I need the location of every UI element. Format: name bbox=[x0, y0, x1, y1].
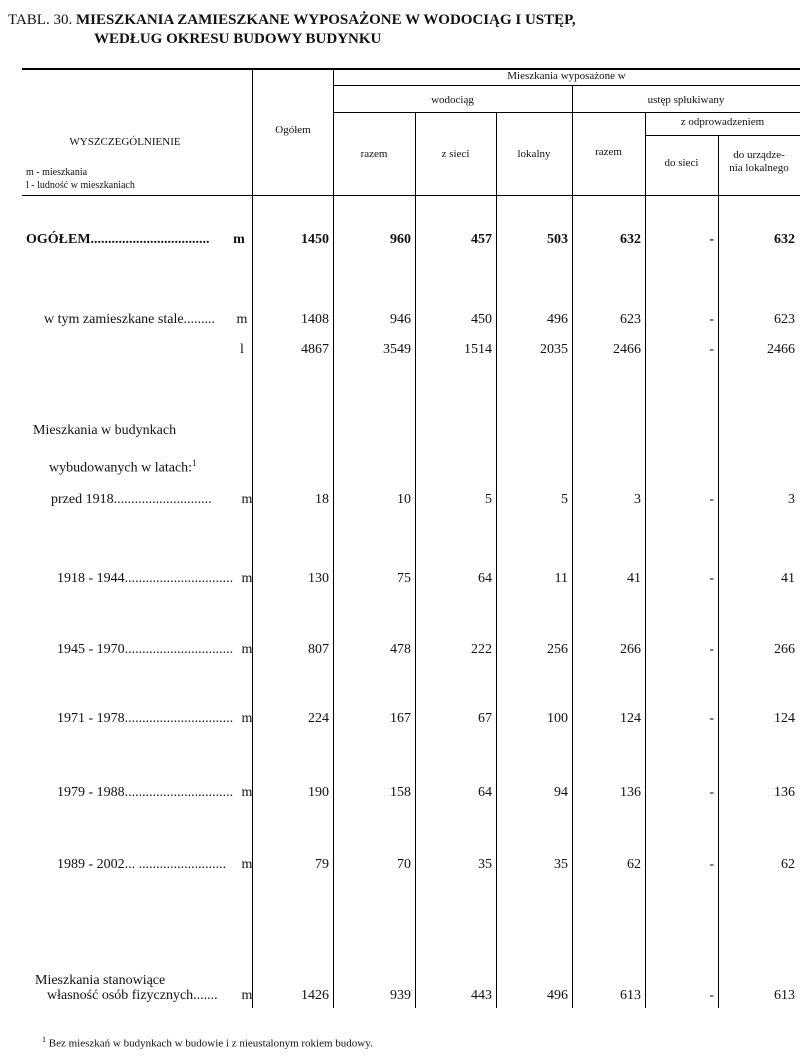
col-divider-5 bbox=[718, 135, 719, 1008]
table-cell: 256 bbox=[547, 642, 568, 657]
header-total: Ogółem bbox=[275, 124, 311, 136]
header-col-toilet-network: do sieci bbox=[664, 157, 699, 169]
table-cell: 939 bbox=[390, 988, 411, 1003]
footnote-ref: 1 bbox=[192, 458, 197, 468]
table-cell: 632 bbox=[620, 232, 641, 247]
table-cell: - bbox=[709, 342, 714, 357]
col-divider-2 bbox=[496, 112, 497, 1008]
table-cell: - bbox=[709, 492, 714, 507]
table-cell: 496 bbox=[547, 312, 568, 327]
table-cell: 5 bbox=[561, 492, 568, 507]
col-divider-total bbox=[333, 68, 334, 1008]
col-divider-1 bbox=[415, 112, 416, 1008]
row-unit: m bbox=[233, 232, 245, 247]
table-cell: 632 bbox=[774, 232, 795, 247]
table-cell: - bbox=[709, 711, 714, 726]
row-label: 1989 - 2002... ......................... bbox=[57, 857, 227, 872]
table-cell: 1514 bbox=[464, 342, 492, 357]
table-cell: 3549 bbox=[383, 342, 411, 357]
table-cell: 450 bbox=[471, 312, 492, 327]
table-number: TABL. 30. bbox=[8, 12, 73, 28]
row-label: 1971 - 1978............................... bbox=[57, 711, 234, 726]
table-cell: 2035 bbox=[540, 342, 568, 357]
table-cell: 190 bbox=[308, 785, 329, 800]
table-cell: 613 bbox=[620, 988, 641, 1003]
table-title-line2: WEDŁUG OKRESU BUDOWY BUDYNKU bbox=[94, 31, 382, 47]
table-cell: 41 bbox=[627, 571, 641, 586]
section-label-years bbox=[49, 458, 197, 477]
table-cell: 94 bbox=[554, 785, 568, 800]
row-label: w tym zamieszkane stale......... bbox=[44, 312, 216, 327]
table-cell: 960 bbox=[390, 232, 411, 247]
footnote-mark: 1 bbox=[42, 1035, 46, 1044]
header-stub: WYSZCZEGÓLNIENIE bbox=[69, 136, 181, 148]
row-unit: l bbox=[240, 342, 244, 357]
table-cell: 136 bbox=[774, 785, 795, 800]
row-unit: m bbox=[241, 571, 253, 586]
table-cell: 35 bbox=[554, 857, 568, 872]
header-col-water-total: razem bbox=[360, 148, 388, 160]
header-col-water-network: z sieci bbox=[441, 148, 470, 160]
header-water: wodociąg bbox=[431, 94, 474, 106]
table-cell: 443 bbox=[471, 988, 492, 1003]
table-cell: 10 bbox=[397, 492, 411, 507]
table-cell: 11 bbox=[554, 571, 568, 586]
table-cell: 67 bbox=[478, 711, 492, 726]
table-cell: 4867 bbox=[301, 342, 329, 357]
header-bottom-rule bbox=[22, 195, 800, 196]
table-cell: 2466 bbox=[767, 342, 795, 357]
table-cell: 3 bbox=[788, 492, 795, 507]
table-cell: 130 bbox=[308, 571, 329, 586]
table-cell: 623 bbox=[774, 312, 795, 327]
row-unit: m bbox=[241, 492, 253, 507]
table-cell: 1408 bbox=[301, 312, 329, 327]
section-label-years-text: wybudowanych w latach: bbox=[49, 460, 193, 476]
header-col-toilet-local: do urządze- nia lokalnego bbox=[729, 149, 789, 174]
table-cell: - bbox=[709, 785, 714, 800]
table-cell: 5 bbox=[485, 492, 492, 507]
row-label: OGÓŁEM.................................. bbox=[26, 232, 210, 247]
table-cell: 623 bbox=[620, 312, 641, 327]
table-cell: 167 bbox=[390, 711, 411, 726]
row-label: 1918 - 1944............................... bbox=[57, 571, 234, 586]
table-cell: 64 bbox=[478, 571, 492, 586]
footnote-text: Bez mieszkań w budynkach w budowie i z nieustalonym rokiem budowy. bbox=[46, 1037, 373, 1050]
header-rule-3 bbox=[645, 135, 800, 136]
table-cell: 613 bbox=[774, 988, 795, 1003]
table-cell: 266 bbox=[620, 642, 641, 657]
table-title-line1 bbox=[8, 12, 576, 29]
section-label-buildings: Mieszkania w budynkach bbox=[33, 423, 177, 438]
table-cell: 3 bbox=[634, 492, 641, 507]
table-cell: - bbox=[709, 857, 714, 872]
table-cell: 158 bbox=[390, 785, 411, 800]
row-unit: m bbox=[241, 642, 253, 657]
table-cell: 70 bbox=[397, 857, 411, 872]
table-cell: 62 bbox=[627, 857, 641, 872]
row-label: własność osób fizycznych....... bbox=[47, 988, 218, 1003]
table-cell: 18 bbox=[315, 492, 329, 507]
table-cell: - bbox=[709, 312, 714, 327]
row-unit: m bbox=[241, 785, 253, 800]
header-legend-l: l - ludność w mieszkaniach bbox=[26, 180, 135, 191]
table-cell: 75 bbox=[397, 571, 411, 586]
footnote bbox=[42, 1035, 373, 1050]
table-cell: 35 bbox=[478, 857, 492, 872]
table-cell: - bbox=[709, 642, 714, 657]
header-legend-m: m - mieszkania bbox=[26, 167, 88, 178]
table-cell: 79 bbox=[315, 857, 329, 872]
header-equipped: Mieszkania wyposażone w bbox=[507, 70, 626, 82]
header-col-water-local: lokalny bbox=[517, 148, 551, 160]
table-cell: 41 bbox=[781, 571, 795, 586]
row-unit: m bbox=[236, 312, 248, 327]
header-drain: z odprowadzeniem bbox=[680, 116, 765, 128]
table-cell: 224 bbox=[308, 711, 329, 726]
row-label: 1945 - 1970............................... bbox=[57, 642, 234, 657]
table-cell: 64 bbox=[478, 785, 492, 800]
table-cell: 124 bbox=[620, 711, 641, 726]
table-cell: 1450 bbox=[301, 232, 329, 247]
table-cell: - bbox=[709, 571, 714, 586]
table-cell: 478 bbox=[390, 642, 411, 657]
row-label: 1979 - 1988............................... bbox=[57, 785, 234, 800]
row-unit: m bbox=[241, 988, 253, 1003]
table-cell: - bbox=[709, 988, 714, 1003]
table-cell: 222 bbox=[471, 642, 492, 657]
table-cell: 124 bbox=[774, 711, 795, 726]
table-cell: 503 bbox=[547, 232, 568, 247]
header-rule-1 bbox=[333, 85, 800, 86]
table-cell: 457 bbox=[471, 232, 492, 247]
header-col-toilet-total: razem bbox=[595, 146, 622, 158]
table-cell: 62 bbox=[781, 857, 795, 872]
table-cell: 136 bbox=[620, 785, 641, 800]
table-title: MIESZKANIA ZAMIESZKANE WYPOSAŻONE W WODOCIĄG I USTĘP, bbox=[75, 12, 576, 28]
table-cell: 946 bbox=[390, 312, 411, 327]
header-rule-2 bbox=[333, 112, 800, 113]
table-cell: - bbox=[709, 232, 714, 247]
section-label-owned: Mieszkania stanowiące bbox=[35, 973, 166, 988]
table-cell: 2466 bbox=[613, 342, 641, 357]
row-unit: m bbox=[241, 857, 253, 872]
table-cell: 100 bbox=[547, 711, 568, 726]
row-label: przed 1918............................ bbox=[51, 492, 212, 507]
table-cell: 1426 bbox=[301, 988, 329, 1003]
table-cell: 807 bbox=[308, 642, 329, 657]
header-toilet: ustęp spłukiwany bbox=[647, 94, 725, 106]
table-cell: 266 bbox=[774, 642, 795, 657]
table-cell: 496 bbox=[547, 988, 568, 1003]
row-unit: m bbox=[241, 711, 253, 726]
